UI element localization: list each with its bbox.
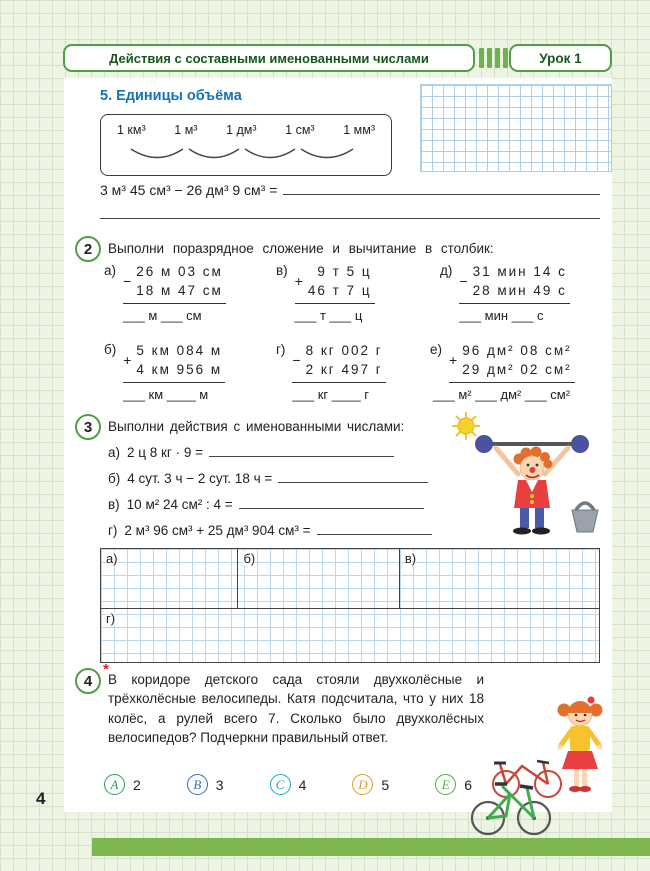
problem-label: г) [276,342,286,357]
operand-top: 26 м 03 см [136,264,223,279]
task3-instruction: Выполни действия с именованными числами: [108,419,405,434]
operand-top: 5 км 084 м [136,343,223,358]
answer-line[interactable] [278,470,428,483]
work-cell-v[interactable] [400,549,599,608]
unit-label: 1 м³ [174,123,198,137]
task2-instruction: Выполни поразрядное сложение и вычитание в столбик: [108,241,494,256]
work-grid-row [101,549,599,609]
bar-icon [503,48,508,68]
problem-body [459,262,570,323]
header-title: Действия с составными именованными числами [109,50,429,66]
lesson-label: Урок 1 [539,50,582,66]
difficulty-asterisk: * [103,661,109,678]
answer-blanks[interactable]: ___ т ___ ц [294,308,363,323]
work-cell-b[interactable] [238,549,399,608]
operand-bottom: 18 м 47 см [136,283,223,298]
volume-units-box [100,114,392,176]
operand-bottom: 46 т 7 ц [307,283,372,298]
cell-label: а) [106,551,118,566]
problem-label: в) [276,263,288,278]
bar-icon [495,48,500,68]
column-problem-a [104,262,226,323]
operator-sign: + [123,352,132,368]
work-grid-table [100,548,600,663]
item-label: а) [108,445,121,460]
column-problem-g [276,341,386,402]
exercise-line [100,180,600,198]
page-number: 4 [36,789,46,808]
option-b[interactable] [187,774,224,795]
operator-sign: + [294,273,303,289]
option-letter: E [435,774,456,795]
task3-item-a [108,444,394,460]
option-value: 5 [381,776,390,793]
operator-sign: − [123,273,132,289]
option-d[interactable] [352,774,389,795]
option-c[interactable] [270,774,307,795]
work-cell-a[interactable] [101,549,238,608]
column-problem-e [430,341,575,402]
option-value: 2 [133,776,141,793]
task4-number [75,668,101,694]
item-expression: 4 сут. 3 ч − 2 сут. 18 ч = [127,471,273,486]
footer-bar [92,838,650,856]
task2-number [75,236,101,262]
column-problem-b [104,341,225,402]
unit-label: 1 км³ [117,123,146,137]
operand-bottom: 29 дм² 02 см² [462,362,572,377]
unit-label: 1 см³ [285,123,315,137]
task3-item-b [108,470,428,486]
option-letter: A [104,774,125,795]
task-number-text: 3 [83,418,93,436]
option-value: 6 [464,776,472,793]
problem-body [433,341,575,402]
problem-body [123,262,226,323]
underbrace-icon [101,145,393,169]
operand-top: 96 дм² 08 см² [462,343,572,358]
problem-label: б) [104,342,117,357]
cell-label: г) [106,611,116,626]
bar-icon [487,48,492,68]
answer-blanks[interactable]: ___ м ___ см [123,308,202,323]
header-title-box [63,44,475,72]
work-grid-row [101,609,599,662]
task4-text: В коридоре детского сада стояли двухколёсные и трёхколёсные велосипеды. Катя подсчитала, что у них 18 колёс, а рулей всего 7. Сколько было двухколёсных велосипедов? Подчеркни правильный ответ. [108,672,484,746]
operator-sign: − [292,352,301,368]
option-letter: C [270,774,291,795]
header-divider-bars [479,48,508,68]
operator-sign: − [459,273,468,289]
cell-label: б) [243,551,256,566]
task3-number [75,414,101,440]
work-cell-g[interactable] [101,609,599,662]
operand-top: 9 т 5 ц [317,264,372,279]
problem-body [292,341,385,402]
exercise-text: 3 м³ 45 см³ − 26 дм³ 9 см³ = [100,182,278,198]
section-title: 5. Единицы объёма [100,88,242,104]
problem-body [295,262,375,323]
task-number-text: 4 [83,672,93,690]
unit-label: 1 дм³ [226,123,257,137]
notebook-grid[interactable] [420,84,612,172]
item-expression: 2 ц 8 кг · 9 = [127,445,203,460]
operand-top: 8 кг 002 г [305,343,383,358]
operand-bottom: 4 км 956 м [136,362,223,377]
answer-blanks[interactable]: ___ кг ____ г [292,387,370,402]
answer-line[interactable] [239,496,424,509]
problem-label: е) [430,342,443,357]
operand-top: 31 мин 14 с [472,264,567,279]
task-number-text: 2 [83,240,93,258]
column-problem-v [276,262,375,323]
option-value: 3 [215,776,224,793]
option-letter: B [187,774,208,795]
units-row [101,115,391,137]
operand-bottom: 2 кг 497 г [305,362,383,377]
item-label: б) [108,471,121,486]
cell-label: в) [404,551,417,566]
option-value: 4 [298,776,307,793]
item-label: г) [108,523,118,538]
item-label: в) [108,497,120,512]
worksheet-area [64,78,612,812]
operand-bottom: 28 мин 49 с [472,283,567,298]
unit-label: 1 мм³ [343,123,375,137]
answer-line[interactable] [317,522,432,535]
lesson-badge [509,44,612,72]
task3-item-v [108,496,424,512]
answer-blanks[interactable]: ___ м² ___ дм² ___ см² [433,387,571,402]
column-problem-d [440,262,570,323]
option-letter: D [352,774,373,795]
clown-weightlifter-illustration [448,412,608,544]
answer-line[interactable] [100,218,600,219]
answer-blanks[interactable]: ___ мин ___ с [459,308,544,323]
answer-line[interactable] [283,180,600,195]
item-expression: 2 м³ 96 см³ + 25 дм³ 904 см³ = [124,523,311,538]
answer-line[interactable] [209,444,394,457]
answer-options [104,774,472,795]
option-a[interactable] [104,774,141,795]
answer-blanks[interactable]: ___ км ____ м [123,387,209,402]
problem-label: д) [440,263,453,278]
problem-body [123,341,225,402]
item-expression: 10 м² 24 см² : 4 = [126,497,233,512]
operator-sign: + [449,352,458,368]
bar-icon [479,48,484,68]
problem-label: а) [104,263,117,278]
task3-item-g [108,522,432,538]
